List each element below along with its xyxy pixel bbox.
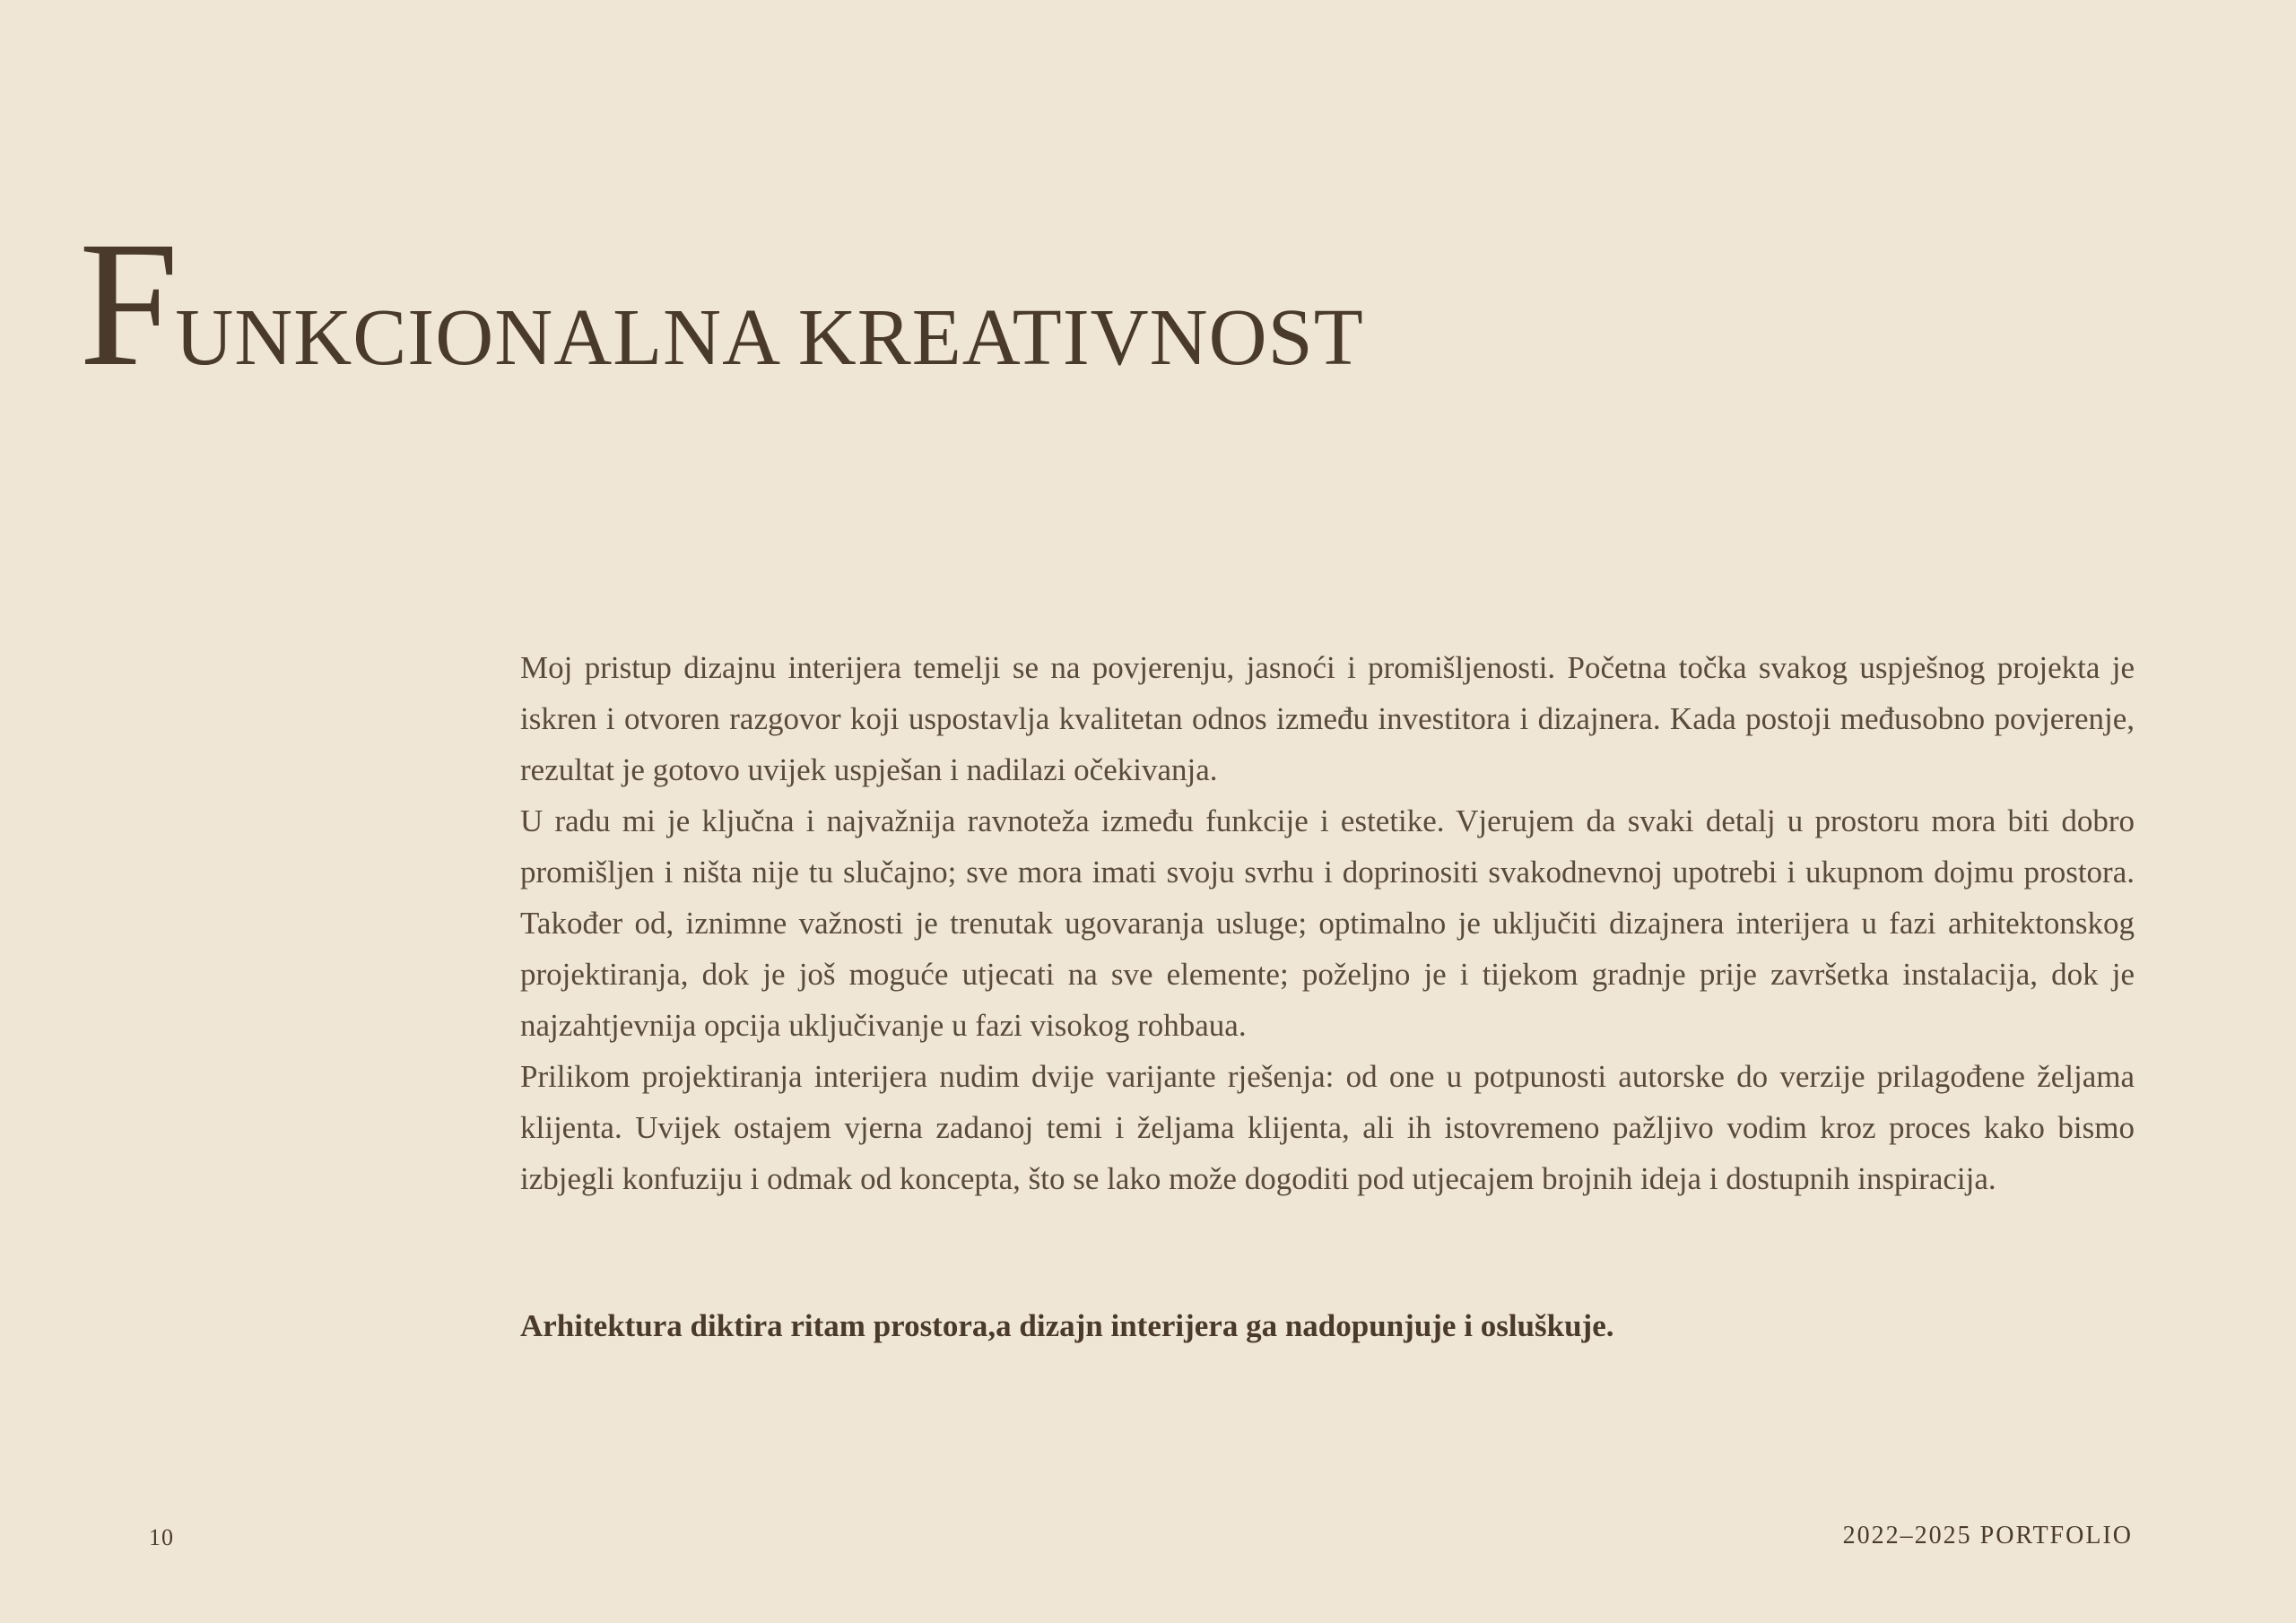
title-rest: UNKCIONALNA KREATIVNOST	[175, 293, 1364, 382]
paragraph-approach: Prilikom projektiranja interijera nudim dvije varijante rješenja: od one u potpunosti autorske do verzije prilagođene željama klijenta. Uvijek ostajem vjerna zadanoj temi i željama klijenta, ali ih istovremeno pažljivo vodim kroz proces kako bismo izbjegli konfuziju i odmak od koncepta, što se lako može dogoditi pod utjecajem brojnih ideja i dostupnih inspiracija.	[520, 1059, 2135, 1196]
title-initial: F	[79, 205, 176, 404]
paragraph-balance: U radu mi je ključna i najvažnija ravnoteža između funkcije i estetike. Vjerujem da svaki detalj u prostoru mora biti dobro promišljen i ništa nije tu slučajno; sve mora imati svoju svrhu i doprinositi svakodnevnoj upotrebi i ukupnom dojmu prostora. Također od, iznimne važnosti je trenutak ugovaranja usluge; optimalno je uključiti dizajnera interijera u fazi arhitektonskog projektiranja, dok je još moguće utjecati na sve elemente; poželjno je i tijekom gradnje prije završetka instalacija, dok je najzahtjevnija opcija uključivanje u fazi visokog rohbaua.	[520, 803, 2135, 1043]
body-text	[520, 642, 2135, 1204]
paragraph-intro: Moj pristup dizajnu interijera temelji se na povjerenju, jasnoći i promišljenosti. Početna točka svakog uspješnog projekta je iskren i otvoren razgovor koji uspostavlja kvalitetan odnos između investitora i dizajnera. Kada postoji međusobno povjerenje, rezultat je gotovo uvijek uspješan i nadilazi očekivanja.	[520, 650, 2135, 787]
page-title	[79, 205, 1364, 404]
footer-label: 2022–2025 PORTFOLIO	[1842, 1522, 2133, 1549]
page-number: 10	[149, 1524, 174, 1550]
closing-statement: Arhitektura diktira ritam prostora,a dizajn interijera ga nadopunjuje i osluškuje.	[520, 1308, 1614, 1343]
